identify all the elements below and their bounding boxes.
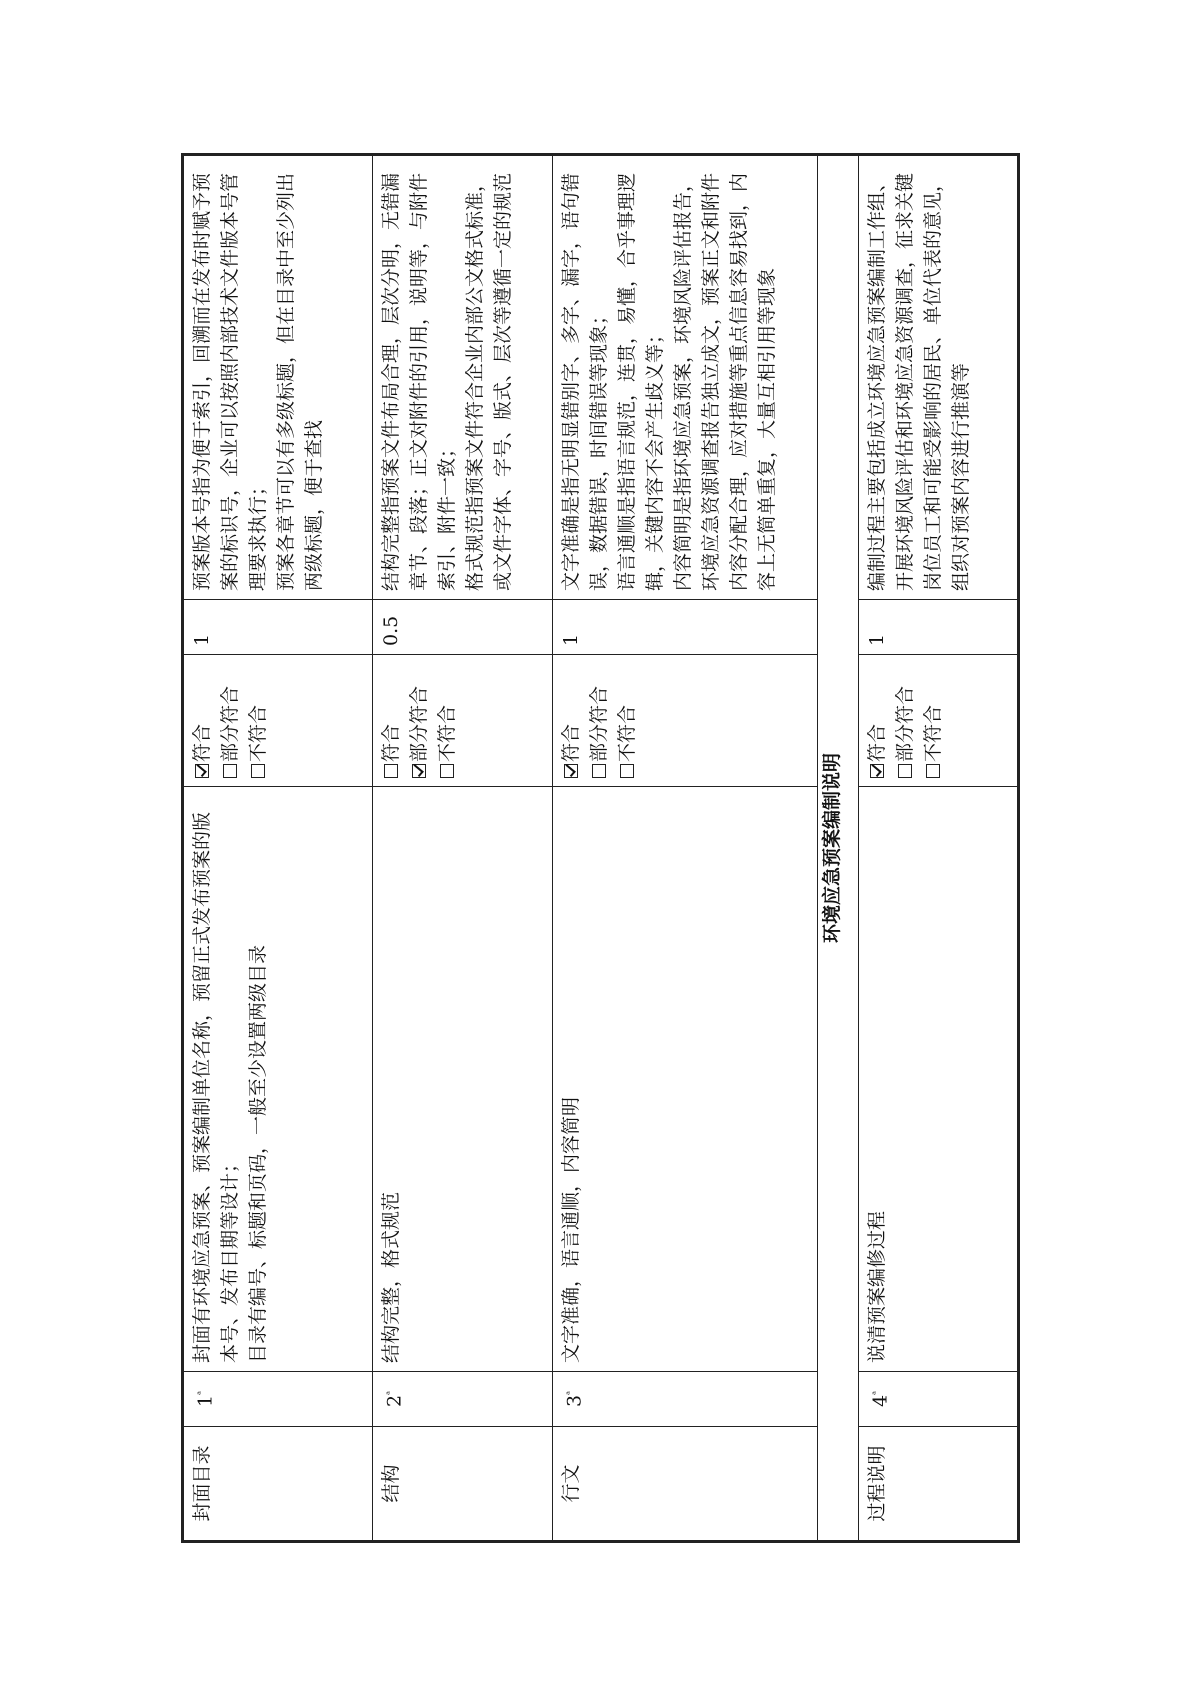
score-value: 0.5 <box>380 615 402 646</box>
status-option[interactable] <box>433 663 461 778</box>
status-option[interactable] <box>244 663 272 778</box>
score-cell <box>553 600 818 655</box>
review-table <box>181 153 1020 1543</box>
number-cell <box>373 1372 553 1427</box>
checked-checkbox-icon[interactable] <box>412 764 426 778</box>
status-option[interactable] <box>405 663 433 778</box>
checkbox-icon[interactable] <box>251 764 265 778</box>
note-text: 编制过程主要包括成立环境应急预案编制工作组、开展环境风险评估和环境应急资源调查，征求关键岗位员工和可能受影响的居民、单位代表的意见，组织对预案内容进行推演等 <box>866 172 972 591</box>
category-label: 行文 <box>560 1464 582 1503</box>
table-row <box>859 155 1019 1542</box>
status-cell <box>373 655 553 787</box>
table-row <box>373 155 553 1542</box>
checked-checkbox-icon[interactable] <box>195 764 209 778</box>
footnote-mark: ᵃ <box>565 1391 576 1395</box>
item-number: 1 <box>194 1394 217 1407</box>
score-cell <box>373 600 553 655</box>
item-number: 3 <box>563 1394 586 1407</box>
section-row <box>818 155 859 1542</box>
section-title: 环境应急预案编制说明 <box>818 155 859 1542</box>
category-label: 过程说明 <box>866 1445 888 1522</box>
status-option[interactable] <box>188 663 216 778</box>
item-number: 4 <box>869 1394 892 1407</box>
number-cell <box>183 1372 373 1427</box>
score-value: 1 <box>191 633 213 646</box>
checkbox-icon[interactable] <box>926 764 940 778</box>
status-option[interactable] <box>557 663 585 778</box>
requirement-text: 结构完整，格式规范 <box>380 1191 402 1363</box>
item-number: 2 <box>383 1394 406 1407</box>
checked-checkbox-icon[interactable] <box>870 764 884 778</box>
requirement-cell <box>373 787 553 1372</box>
status-option-label: 部分符合 <box>219 685 241 762</box>
score-value: 1 <box>560 633 582 646</box>
category-cell <box>183 1427 373 1542</box>
checkbox-icon[interactable] <box>592 764 606 778</box>
status-option[interactable] <box>377 663 405 778</box>
requirement-text: 封面有环境应急预案、预案编制单位名称，预留正式发布预案的版本号、发布日期等设计； <box>191 811 241 1363</box>
status-option-label: 符合 <box>380 723 402 762</box>
status-option[interactable] <box>613 663 641 778</box>
number-cell <box>859 1372 1019 1427</box>
note-cell <box>373 155 553 600</box>
status-option-label: 不符合 <box>922 704 944 762</box>
status-option-label: 不符合 <box>436 704 458 762</box>
status-option-label: 部分符合 <box>408 685 430 762</box>
status-option[interactable] <box>891 663 919 778</box>
status-option[interactable] <box>216 663 244 778</box>
requirement-cell <box>553 787 818 1372</box>
score-cell <box>859 600 1019 655</box>
status-cell <box>553 655 818 787</box>
table-row <box>183 155 373 1542</box>
checkbox-icon[interactable] <box>223 764 237 778</box>
number-cell <box>553 1372 818 1427</box>
note-cell <box>859 155 1019 600</box>
note-text: 预案版本号指为便于索引，回溯而在发布时赋予预案的标识号，企业可以按照内部技术文件版本号管理要求执行； <box>191 172 269 591</box>
checkbox-icon[interactable] <box>620 764 634 778</box>
status-cell <box>183 655 373 787</box>
category-cell <box>553 1427 818 1542</box>
checked-checkbox-icon[interactable] <box>564 764 578 778</box>
status-cell <box>859 655 1019 787</box>
table-body <box>183 155 1019 1542</box>
category-cell <box>859 1427 1019 1542</box>
requirement-cell <box>183 787 373 1372</box>
category-label: 封面目录 <box>191 1445 213 1522</box>
status-option-label: 符合 <box>560 723 582 762</box>
status-option[interactable] <box>585 663 613 778</box>
category-cell <box>373 1427 553 1542</box>
requirement-text: 文字准确，语言通顺，内容简明 <box>560 1096 582 1363</box>
status-option-label: 不符合 <box>616 704 638 762</box>
status-option-label: 符合 <box>191 723 213 762</box>
note-text: 结构完整指预案文件布局合理，层次分明，无错漏章节、段落；正文对附件的引用，说明等，与附件索引、附件一致； <box>380 172 458 591</box>
note-text: 语言通顺是指语言规范，连贯，易懂，合乎事理逻辑，关键内容不会产生歧义等； <box>616 172 666 591</box>
checkbox-icon[interactable] <box>440 764 454 778</box>
rotated-table-container <box>181 156 1016 1543</box>
status-option[interactable] <box>863 663 891 778</box>
status-option-label: 部分符合 <box>588 685 610 762</box>
table-row <box>553 155 818 1542</box>
score-cell <box>183 600 373 655</box>
status-option[interactable] <box>919 663 947 778</box>
footnote-mark: ᵃ <box>871 1391 882 1395</box>
requirement-cell <box>859 787 1019 1372</box>
score-value: 1 <box>866 633 888 646</box>
checkbox-icon[interactable] <box>384 764 398 778</box>
note-cell <box>183 155 373 600</box>
requirement-text: 说清预案编修过程 <box>866 1210 888 1363</box>
footnote-mark: ᵃ <box>196 1391 207 1395</box>
checkbox-icon[interactable] <box>898 764 912 778</box>
category-label: 结构 <box>380 1464 402 1503</box>
status-option-label: 符合 <box>866 723 888 762</box>
note-text: 内容简明是指环境应急预案，环境风险评估报告，环境应急资源调查报告独立成文，预案正文和附件内容分配合理，应对措施等重点信息容易找到，内容上无简单重复，大量互相引用等现象 <box>672 172 778 591</box>
note-text: 预案各章节可以有多级标题，但在目录中至少列出两级标题，便于查找 <box>275 172 325 591</box>
footnote-mark: ᵃ <box>385 1391 396 1395</box>
note-cell <box>553 155 818 600</box>
status-option-label: 不符合 <box>247 704 269 762</box>
note-text: 文字准确是指无明显错别字、多字、漏字，语句错误，数据错误，时间错误等现象； <box>560 172 610 591</box>
status-option-label: 部分符合 <box>894 685 916 762</box>
requirement-text: 目录有编号、标题和页码，一般至少设置两级目录 <box>247 944 269 1363</box>
note-text: 格式规范指预案文件符合企业内部公文格式标准，或文件字体、字号、版式、层次等遵循一定的规范 <box>464 172 514 591</box>
